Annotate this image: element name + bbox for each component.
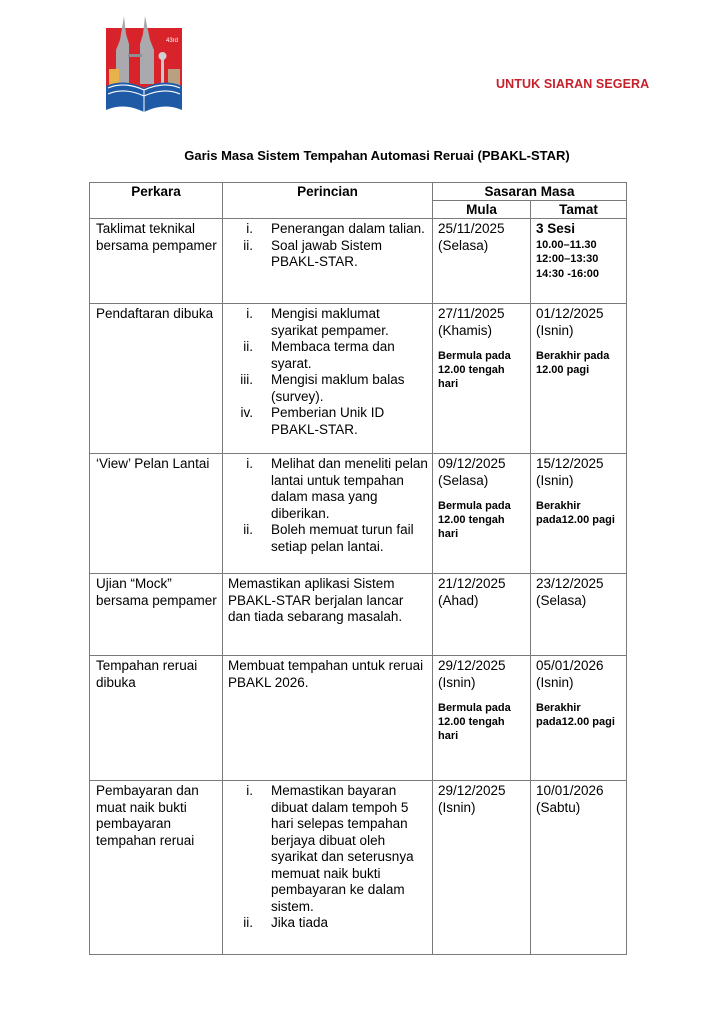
list-number: i.: [246, 221, 253, 236]
tamat-date: 23/12/2025: [536, 576, 604, 591]
perkara-cell: Taklimat teknikal bersama pempamer: [90, 219, 223, 304]
list-number: i.: [246, 306, 253, 321]
perkara-cell: ‘View’ Pelan Lantai: [90, 454, 223, 574]
tamat-date: 10/01/2026: [536, 783, 604, 798]
mula-date: 21/12/2025: [438, 576, 506, 591]
mula-date: 09/12/2025: [438, 456, 506, 471]
list-number: ii.: [243, 915, 253, 930]
mula-note: Bermula pada 12.00 tengah hari: [438, 350, 511, 390]
list-item: [223, 372, 432, 405]
list-text: Pemberian Unik ID PBAKL-STAR.: [271, 405, 385, 437]
list-item: [223, 339, 432, 372]
table-row: [90, 781, 627, 955]
tamat-note: Berakhir pada 12.00 pagi: [536, 350, 610, 376]
tamat-cell: [531, 219, 627, 304]
table-row: [90, 656, 627, 781]
list-number: ii.: [243, 339, 253, 354]
perincian-cell: [223, 219, 433, 304]
perincian-cell: Membuat tempahan untuk reruai PBAKL 2026.: [223, 656, 433, 781]
mula-day: (Selasa): [438, 472, 489, 488]
list-text: Mengisi maklumat syarikat pempamer.: [271, 306, 389, 338]
perincian-list: [223, 304, 432, 438]
list-text: Membaca terma dan syarat.: [271, 339, 395, 371]
list-text: Jika tiada: [271, 915, 329, 930]
document-title: Garis Masa Sistem Tempahan Automasi Reruai (PBAKL-STAR): [184, 148, 570, 163]
list-item: [223, 522, 432, 555]
list-number: iii.: [240, 372, 253, 387]
list-text: Memastikan bayaran dibuat dalam tempoh 5 hari selepas tempahan berjaya dibuat oleh syarikat dan seterusnya memuat naik bukti pembayaran ke dalam sistem.: [271, 783, 414, 914]
pbakl-logo: [104, 14, 184, 114]
tamat-date: 05/01/2026: [536, 658, 604, 673]
tamat-day: (Selasa): [536, 592, 587, 608]
session-time: 14:30 -16:00: [536, 267, 599, 280]
mula-day: (Isnin): [438, 674, 476, 690]
list-text: Mengisi maklum balas (survey).: [271, 372, 405, 404]
session-time: 12:00–13:30: [536, 253, 599, 265]
table-header-row: [90, 183, 627, 201]
list-number: iv.: [240, 405, 253, 420]
mula-date: 29/12/2025: [438, 658, 506, 673]
list-text: Melihat dan meneliti pelan lantai untuk tempahan dalam masa yang diberikan.: [271, 456, 428, 521]
tamat-date: 01/12/2025: [536, 306, 604, 321]
list-item: [223, 456, 432, 522]
perincian-list: [223, 454, 432, 555]
mula-day: (Khamis): [438, 322, 493, 338]
list-text: Soal jawab Sistem PBAKL-STAR.: [271, 237, 383, 269]
header-mula: Mula: [433, 201, 531, 219]
perkara-cell: Ujian “Mock” bersama pempamer: [90, 574, 223, 656]
perkara-cell: Pembayaran dan muat naik bukti pembayaran tempahan reruai: [90, 781, 223, 955]
tamat-cell: [531, 656, 627, 781]
list-number: ii.: [243, 237, 253, 253]
list-text: Boleh memuat turun fail setiap pelan lantai.: [271, 522, 414, 554]
perincian-cell: [223, 454, 433, 574]
mula-day: (Ahad): [438, 592, 479, 608]
tamat-note: Berakhir pada12.00 pagi: [536, 500, 615, 526]
press-release-label: UNTUK SIARAN SEGERA: [496, 77, 650, 91]
perkara-cell: Pendaftaran dibuka: [90, 304, 223, 454]
header-perincian: Perincian: [223, 183, 433, 219]
svg-text:43rd: 43rd: [166, 38, 179, 44]
mula-date: 29/12/2025: [438, 783, 506, 798]
mula-date: 25/11/2025: [438, 221, 505, 236]
mula-day: (Selasa): [438, 237, 489, 253]
mula-cell: [433, 219, 531, 304]
perincian-list: [223, 219, 432, 271]
tamat-day: (Sabtu): [536, 799, 581, 815]
list-item: [223, 221, 432, 238]
list-number: i.: [246, 456, 253, 471]
tamat-sessions-title: 3 Sesi: [536, 221, 576, 236]
mula-cell: [433, 656, 531, 781]
mula-day: (Isnin): [438, 799, 476, 815]
tamat-date: 15/12/2025: [536, 456, 604, 471]
tamat-day: (Isnin): [536, 674, 574, 690]
table-row: [90, 219, 627, 304]
mula-note: Bermula pada 12.00 tengah hari: [438, 702, 511, 742]
list-item: [223, 238, 432, 271]
mula-cell: [433, 454, 531, 574]
table-row: [90, 304, 627, 454]
tamat-cell: [531, 454, 627, 574]
mula-cell: [433, 304, 531, 454]
perincian-cell: Memastikan aplikasi Sistem PBAKL-STAR berjalan lancar dan tiada sebarang masalah.: [223, 574, 433, 656]
tamat-cell: [531, 574, 627, 656]
list-item: [223, 783, 432, 915]
header-sasaran-masa: Sasaran Masa: [433, 183, 627, 201]
list-item: [223, 405, 432, 438]
list-number: i.: [246, 783, 253, 798]
session-time: 10.00–11.30: [536, 238, 597, 251]
list-number: ii.: [243, 522, 253, 537]
pbakl-logo-icon: [104, 14, 184, 114]
mula-date: 27/11/2025: [438, 306, 505, 321]
mula-cell: [433, 781, 531, 955]
tamat-cell: [531, 781, 627, 955]
list-text: Penerangan dalam talian.: [271, 221, 425, 236]
table-row: [90, 574, 627, 656]
perincian-list: [223, 781, 432, 932]
mula-cell: [433, 574, 531, 656]
header-tamat: Tamat: [531, 201, 627, 219]
table-row: [90, 454, 627, 574]
perincian-cell: [223, 304, 433, 454]
list-item: [223, 915, 432, 932]
tamat-day: (Isnin): [536, 322, 574, 338]
perincian-cell: [223, 781, 433, 955]
tamat-note: Berakhir pada12.00 pagi: [536, 702, 615, 728]
tamat-day: (Isnin): [536, 472, 574, 488]
perkara-cell: Tempahan reruai dibuka: [90, 656, 223, 781]
timeline-table: [89, 182, 627, 955]
header-perkara: Perkara: [90, 183, 223, 219]
mula-note: Bermula pada 12.00 tengah hari: [438, 500, 511, 540]
list-item: [223, 306, 432, 339]
tamat-cell: [531, 304, 627, 454]
